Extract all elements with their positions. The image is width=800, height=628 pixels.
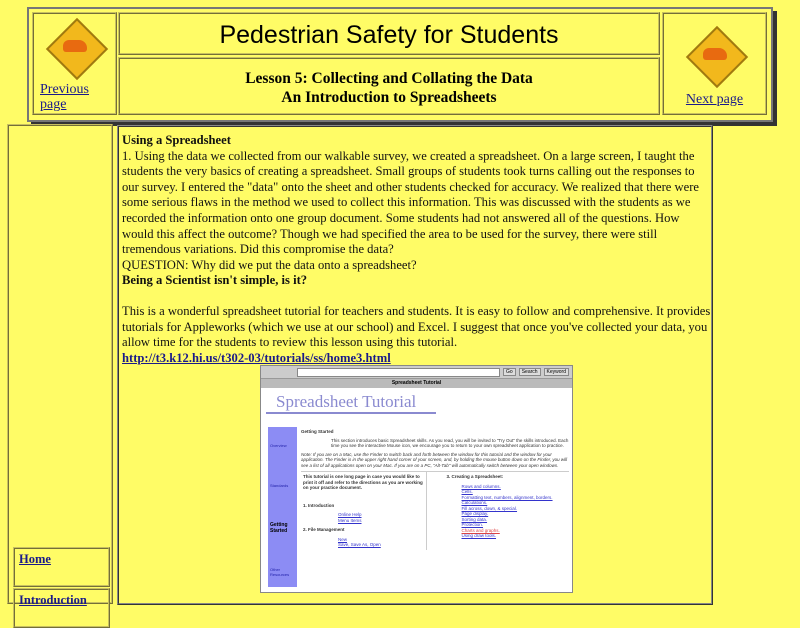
lesson-cell bbox=[118, 57, 660, 115]
tut-sec1: 1. Introduction bbox=[303, 502, 335, 508]
window-title: Spreadsheet Tutorial bbox=[261, 379, 572, 388]
tut-link: Sorting data. bbox=[461, 516, 488, 522]
side-overview: Overview bbox=[270, 443, 287, 448]
tut-link: Formatting text, numbers, alignment, borders. bbox=[461, 494, 553, 500]
tutorial-logo: Spreadsheet Tutorial bbox=[266, 388, 436, 414]
search-button: Search bbox=[519, 368, 541, 376]
prev-cell bbox=[32, 12, 117, 115]
tut-box: This tutorial is one long page in case you would like to print it off and refer to the directions as you are working on your practice document. bbox=[303, 474, 423, 490]
scientist-line: Being a Scientist isn't simple, is it? bbox=[122, 273, 308, 288]
tut-sec3: 3. Creating a Spreadsheet: bbox=[446, 474, 504, 479]
tut-link: Online Help bbox=[338, 512, 362, 517]
section-heading: Using a Spreadsheet bbox=[122, 133, 231, 147]
tut-link: Fill across, down, & special. bbox=[461, 505, 518, 511]
tut-link: Page display. bbox=[461, 511, 489, 516]
side-getting-started: Getting Started bbox=[270, 522, 288, 534]
tut-heading: Getting Started bbox=[301, 429, 334, 434]
tutorial-body bbox=[301, 429, 569, 550]
tut-link: Calculations. bbox=[461, 500, 488, 505]
tut-link: Save, Save As, Open bbox=[338, 542, 381, 547]
car-sign-icon bbox=[686, 26, 744, 84]
tut-link: Protection. bbox=[461, 522, 484, 527]
tut-link: Cells. bbox=[461, 489, 473, 494]
lesson-title: Lesson 5: Collecting and Collating the Data bbox=[245, 70, 533, 87]
nav-link-home[interactable]: Home bbox=[19, 552, 51, 566]
header-table bbox=[27, 7, 773, 122]
paragraph-2: This is a wonderful spreadsheet tutorial for teachers and students. It is easy to follow and comprehensive. It provides tutorials for Appleworks (which we use at our school) and Excel. I suggest that once you've collected your data, you allow time for the students to review this lesson using this tutorial. bbox=[122, 303, 711, 350]
content-text bbox=[122, 133, 712, 366]
tutorial-link[interactable]: http://t3.k12.hi.us/t302-03/tutorials/ss/home3.html bbox=[122, 350, 391, 365]
tutorial-screenshot bbox=[260, 365, 573, 593]
tut-link: Using draw tools. bbox=[461, 533, 497, 538]
tut-intro: This section introduces basic Spreadsheet skills. As you read, you will be invited to "Try Out" the skills introduced. Each time you see the interactive Mouse icon, we encourage you to return to your own spreadsheet application to practice. bbox=[331, 437, 569, 448]
nav-link-introduction[interactable]: Introduction bbox=[19, 593, 87, 607]
lesson-subtitle: An Introduction to Spreadsheets bbox=[281, 89, 497, 106]
keyword-button: Keyword bbox=[544, 368, 569, 376]
tut-link: Menu Items bbox=[338, 517, 362, 523]
next-page-link[interactable]: Next page bbox=[685, 92, 744, 107]
paragraph-1: 1. Using the data we collected from our walkable survey, we created a spreadsheet. On a large screen, I taught the students the very basics of creating a spreadsheet. Small groups of students took turns calling out the responses to our survey. I entered the "data" onto the sheet and other students checked for accuracy. We realized that there were some serious flaws in the method we used to collect this information. This was discussed with the students as we recorded the information onto one group document. Some students had not answered all of the questions. How would this affect the outcome? Though we had specified the area to be used for the survey, there were still tremendous variations. Did this compromise the data? bbox=[122, 148, 700, 257]
nav-item-home[interactable] bbox=[13, 547, 110, 587]
tut-link: Charts and graphs. bbox=[461, 527, 500, 533]
tut-note: Note: If you are on a Mac, use the Finder to switch back and forth between the window for this tutorial and the window for your application. The Finder is in the upper right hand corner of your screen, and, by holding the mouse button down on the Finder, you will see a list of all applications open on your Mac. If you are on a PC, "Alt-Tab" will automatically switch between your open windows. bbox=[301, 451, 568, 468]
question-text: QUESTION: Why did we put the data onto a spreadsheet? bbox=[122, 257, 417, 272]
nav-item-introduction[interactable] bbox=[13, 588, 110, 628]
tut-link: Rows and columns. bbox=[461, 483, 501, 489]
left-nav bbox=[7, 124, 113, 604]
side-other-resources: Other Resources bbox=[270, 567, 290, 577]
side-standards: Standards bbox=[270, 483, 289, 488]
car-sign-icon bbox=[46, 18, 104, 76]
page-title: Pedestrian Safety for Students bbox=[219, 21, 559, 49]
previous-page-link[interactable]: Previous page bbox=[40, 82, 89, 112]
next-cell bbox=[662, 12, 767, 115]
title-cell bbox=[118, 12, 660, 55]
tut-sec2: 2. File Management bbox=[303, 527, 345, 532]
browser-toolbar bbox=[261, 366, 572, 379]
go-button: Go bbox=[503, 368, 516, 376]
tut-link: New bbox=[338, 536, 348, 542]
tutorial-sidebar bbox=[268, 427, 297, 587]
